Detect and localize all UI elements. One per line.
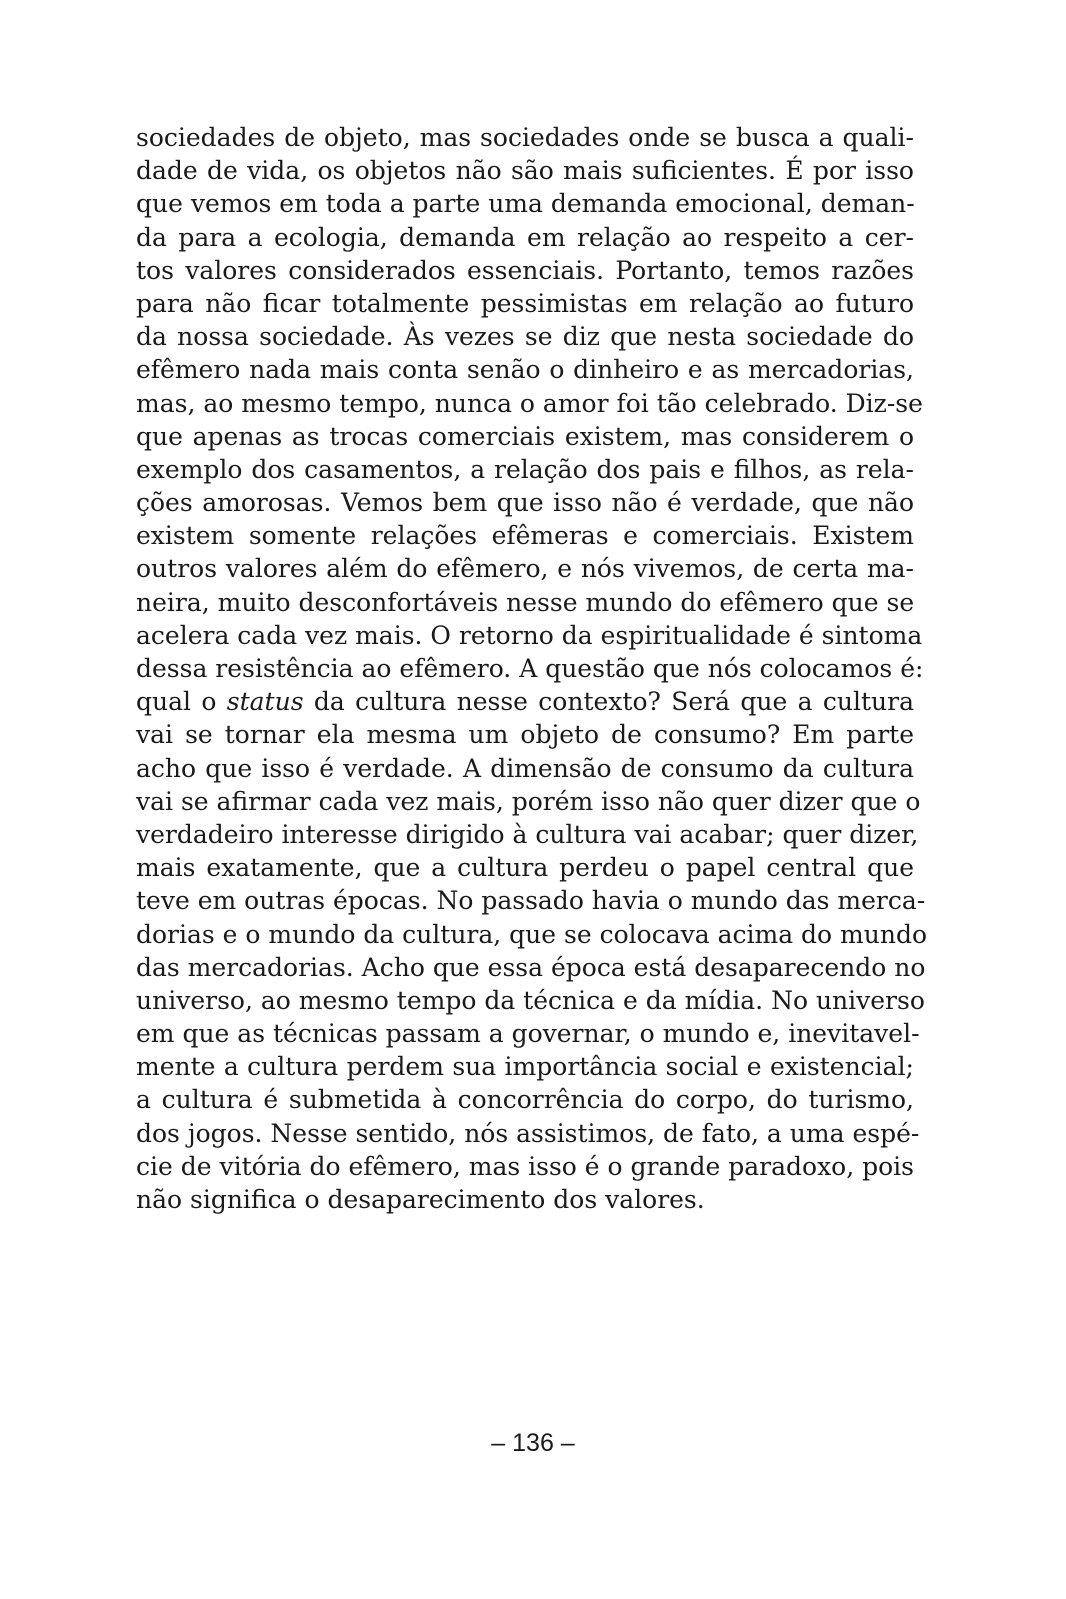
text-line: outros valores além do efêmero, e nós vivemos, de certa ma-	[136, 554, 914, 584]
text-line: mas, ao mesmo tempo, nunca o amor foi tão celebrado. Diz-se	[136, 388, 923, 418]
italic-term: status	[226, 687, 304, 717]
text-line: dorias e o mundo da cultura, que se colocava acima do mundo	[136, 919, 928, 949]
text-line: para não ficar totalmente pessimistas em relação ao futuro	[136, 288, 914, 318]
body-paragraph	[136, 121, 928, 1216]
text-line: que vemos em toda a parte uma demanda emocional, deman-	[136, 189, 915, 219]
text-line: neira, muito desconfortáveis nesse mundo do efêmero que se	[136, 587, 915, 617]
text-line: acho que isso é verdade. A dimensão de consumo da cultura	[136, 753, 914, 783]
text-line: não significa o desaparecimento dos valores.	[136, 1185, 705, 1214]
text-line: teve em outras épocas. No passado havia o mundo das merca-	[136, 886, 926, 916]
text-line: vai se afirmar cada vez mais, porém isso não quer dizer que o	[136, 786, 921, 816]
text-line	[136, 685, 914, 718]
text-line: das mercadorias. Acho que essa época está desaparecendo no	[136, 952, 926, 982]
text-line: tos valores considerados essenciais. Portanto, temos razões	[136, 255, 914, 285]
page-number: – 136 –	[491, 1429, 575, 1457]
text-line: ções amorosas. Vemos bem que isso não é verdade, que não	[136, 488, 914, 518]
text-line: universo, ao mesmo tempo da técnica e da mídia. No universo	[136, 985, 925, 1015]
text-segment: qual o	[136, 687, 227, 717]
text-line: mais exatamente, que a cultura perdeu o papel central que	[136, 853, 914, 883]
text-line: existem somente relações efêmeras e comerciais. Existem	[136, 521, 914, 551]
text-line: dade de vida, os objetos não são mais suficientes. É por isso	[136, 156, 914, 186]
text-line: exemplo dos casamentos, a relação dos pais e filhos, as rela-	[136, 454, 914, 484]
text-line: da para a ecologia, demanda em relação ao respeito a cer-	[136, 222, 914, 252]
text-line: sociedades de objeto, mas sociedades onde se busca a quali-	[136, 123, 914, 152]
text-line: dos jogos. Nesse sentido, nós assistimos, de fato, a uma espé-	[136, 1118, 920, 1148]
text-line: verdadeiro interesse dirigido à cultura vai acabar; quer dizer,	[136, 819, 919, 849]
text-line: em que as técnicas passam a governar, o mundo e, inevitavel-	[136, 1019, 920, 1049]
text-line: a cultura é submetida à concorrência do corpo, do turismo,	[136, 1085, 914, 1115]
text-line: acelera cada vez mais. O retorno da espiritualidade é sintoma	[136, 620, 923, 650]
text-line: da nossa sociedade. Às vezes se diz que nesta sociedade do	[136, 322, 914, 352]
text-line: efêmero nada mais conta senão o dinheiro e as mercadorias,	[136, 355, 914, 385]
text-line: dessa resistência ao efêmero. A questão que nós colocamos é:	[136, 654, 924, 683]
text-line: cie de vitória do efêmero, mas isso é o grande paradoxo, pois	[136, 1151, 914, 1181]
text-line: vai se tornar ela mesma um objeto de consumo? Em parte	[136, 720, 914, 750]
text-line: que apenas as trocas comerciais existem, mas considerem o	[136, 421, 914, 451]
text-segment: da cultura nesse contexto? Será que a cultura	[303, 687, 914, 717]
text-line: mente a cultura perdem sua importância social e existencial;	[136, 1052, 914, 1082]
